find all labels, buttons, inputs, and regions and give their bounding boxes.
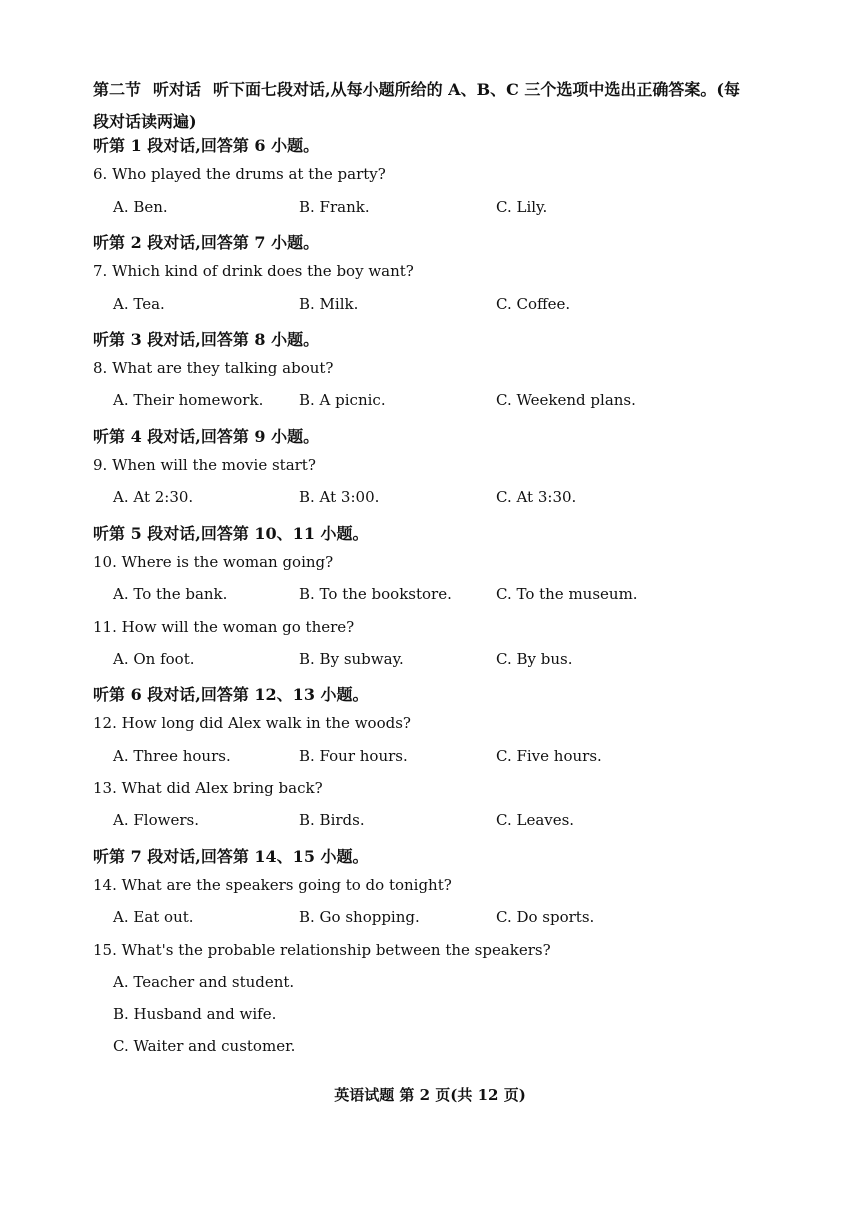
question-stem: 6. Who played the drums at the party? <box>93 165 386 184</box>
answer-option: C. Do sports. <box>496 908 595 927</box>
answer-option: C. Leaves. <box>496 811 575 830</box>
answer-option: A. Flowers. <box>113 811 199 830</box>
section-header <box>93 74 753 138</box>
answer-option: B. A picnic. <box>299 391 386 410</box>
answer-option: A. Tea. <box>113 294 165 313</box>
answer-option: C. By bus. <box>496 649 573 668</box>
question-stem: 14. What are the speakers going to do tonight? <box>93 875 452 894</box>
section-subtitle: 听对话 <box>153 80 202 99</box>
answer-option: A. Three hours. <box>113 746 231 765</box>
question-stem: 7. Which kind of drink does the boy want? <box>93 262 414 281</box>
answer-option: B. Husband and wife. <box>113 1005 277 1024</box>
answer-option: B. Birds. <box>299 811 365 830</box>
question-stem: 11. How will the woman go there? <box>93 617 355 636</box>
section-title: 第二节 <box>93 80 142 99</box>
answer-option: B. Milk. <box>299 294 359 313</box>
answer-option: C. At 3:30. <box>496 488 577 507</box>
answer-option: B. Four hours. <box>299 746 408 765</box>
answer-option: B. At 3:00. <box>299 488 380 507</box>
dialog-label: 听第 2 段对话,回答第 7 小题。 <box>93 232 320 252</box>
answer-option: B. By subway. <box>299 649 404 668</box>
dialog-label: 听第 6 段对话,回答第 12、13 小题。 <box>93 685 369 705</box>
dialog-label: 听第 4 段对话,回答第 9 小题。 <box>93 426 320 446</box>
question-stem: 15. What's the probable relationship between the speakers? <box>93 940 551 959</box>
answer-option: B. Frank. <box>299 197 370 216</box>
answer-option: A. Teacher and student. <box>113 972 295 991</box>
answer-option: C. Coffee. <box>496 294 571 313</box>
answer-option: A. Eat out. <box>113 908 194 927</box>
answer-option: C. Lily. <box>496 197 548 216</box>
answer-option: A. To the bank. <box>113 585 228 604</box>
answer-option: C. Weekend plans. <box>496 391 636 410</box>
answer-option: C. Waiter and customer. <box>113 1037 296 1056</box>
answer-option: A. Their homework. <box>113 391 264 410</box>
question-stem: 9. When will the movie start? <box>93 456 316 474</box>
dialog-label: 听第 1 段对话,回答第 6 小题。 <box>93 136 320 155</box>
answer-option: A. On foot. <box>113 649 195 668</box>
answer-option: C. Five hours. <box>496 746 602 765</box>
answer-option: B. Go shopping. <box>299 908 420 927</box>
answer-option: B. To the bookstore. <box>299 585 452 604</box>
page-footer: 英语试题 第 2 页(共 12 页) <box>334 1086 526 1104</box>
dialog-label: 听第 5 段对话,回答第 10、11 小题。 <box>93 523 369 543</box>
answer-option: A. Ben. <box>113 197 168 216</box>
dialog-label: 听第 7 段对话,回答第 14、15 小题。 <box>93 846 369 866</box>
answer-option: A. At 2:30. <box>113 488 194 507</box>
question-stem: 13. What did Alex bring back? <box>93 779 323 797</box>
question-stem: 10. Where is the woman going? <box>93 552 334 571</box>
section-instruction: 听下面七段对话,从每小题所给的 A、B、C 三个选项中选出正确答案。(每段对话读两遍) <box>93 80 740 131</box>
question-stem: 8. What are they talking about? <box>93 359 334 378</box>
dialog-label: 听第 3 段对话,回答第 8 小题。 <box>93 329 320 349</box>
question-stem: 12. How long did Alex walk in the woods? <box>93 714 411 733</box>
answer-option: C. To the museum. <box>496 585 638 604</box>
